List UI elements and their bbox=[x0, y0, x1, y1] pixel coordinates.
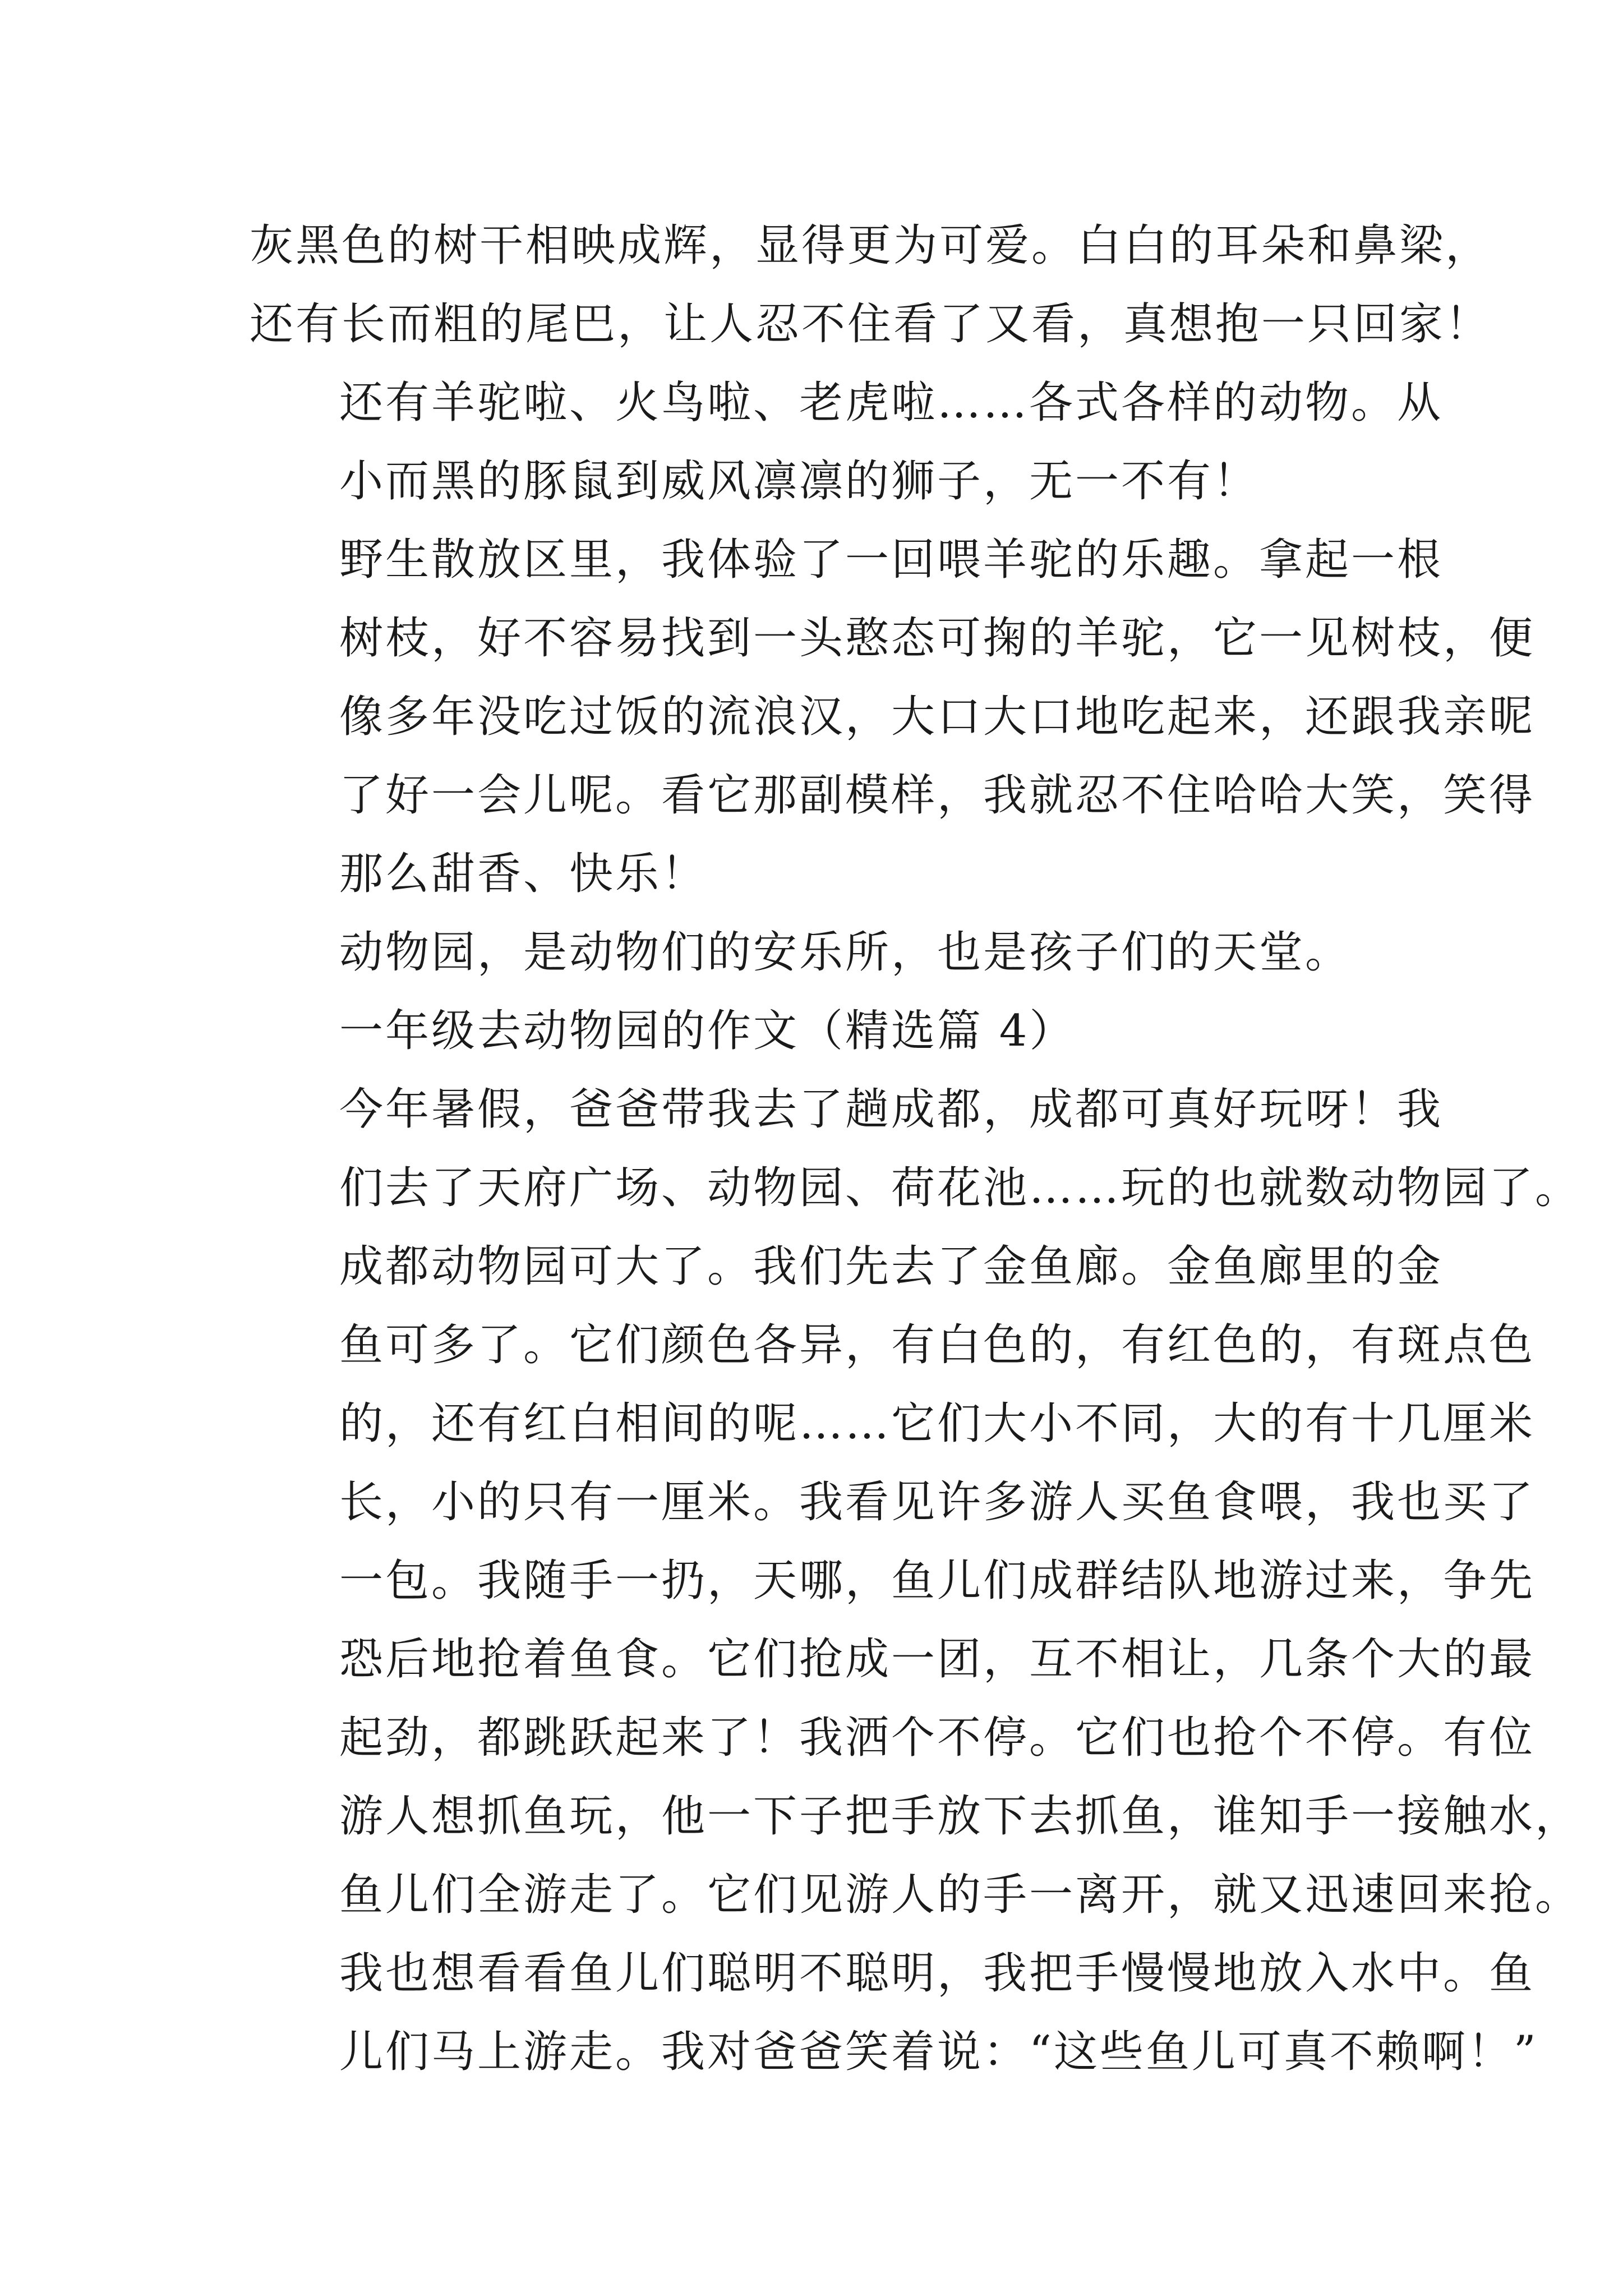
text-line: 树枝，好不容易找到一头憨态可掬的羊驼，它一见树枝，便 bbox=[339, 613, 1536, 664]
text-line: 我也想看看鱼儿们聪明不聪明，我把手慢慢地放入水中。鱼 bbox=[339, 1948, 1536, 1999]
text-line: 游人想抓鱼玩，他一下子把手放下去抓鱼，谁知手一接触水， bbox=[339, 1791, 1581, 1842]
text-line: 灰黑色的树干相映成辉，显得更为可爱。白白的耳朵和鼻梁， bbox=[250, 220, 1492, 271]
paragraph bbox=[250, 521, 1536, 913]
text-line: 小而黑的豚鼠到威风凛凛的狮子，无一不有！ bbox=[339, 456, 1260, 507]
text-line: 起劲，都跳跃起来了！我洒个不停。它们也抢个不停。有位 bbox=[339, 1713, 1536, 1763]
text-line: 野生散放区里，我体验了一回喂羊驼的乐趣。拿起一根 bbox=[339, 535, 1444, 585]
essay-text bbox=[250, 206, 1581, 2091]
paragraph bbox=[250, 992, 1394, 1070]
paragraph bbox=[250, 1070, 1581, 1227]
text-line: 还有羊驼啦、火鸟啦、老虎啦……各式各样的动物。从 bbox=[339, 378, 1444, 428]
text-line: 那么甜香、快乐！ bbox=[339, 849, 708, 899]
text-line: 还有长而粗的尾巴，让人忍不住看了又看，真想抱一只回家！ bbox=[250, 299, 1492, 349]
text-line: 鱼儿们全游走了。它们见游人的手一离开，就又迅速回来抢。 bbox=[339, 1870, 1581, 1920]
text-line: 动物园，是动物们的安乐所，也是孩子们的天堂。 bbox=[339, 927, 1352, 978]
text-line: 一年级去动物园的作文（精选篇 4） bbox=[339, 1006, 1076, 1056]
text-line: 们去了天府广场、动物园、荷花池……玩的也就数动物园了。 bbox=[339, 1163, 1581, 1213]
text-line: 像多年没吃过饭的流浪汉，大口大口地吃起来，还跟我亲昵 bbox=[339, 692, 1536, 742]
paragraph bbox=[250, 364, 1444, 521]
paragraph bbox=[250, 1227, 1581, 2091]
text-line: 恐后地抢着鱼食。它们抢成一团，互不相让，几条个大的最 bbox=[339, 1634, 1536, 1685]
text-line: 了好一会儿呢。看它那副模样，我就忍不住哈哈大笑，笑得 bbox=[339, 770, 1536, 821]
text-line: 长，小的只有一厘米。我看见许多游人买鱼食喂，我也买了 bbox=[339, 1477, 1536, 1527]
text-line: 的，还有红白相间的呢……它们大小不同，大的有十几厘米 bbox=[339, 1398, 1536, 1449]
text-line: 儿们马上游走。我对爸爸笑着说：“这些鱼儿可真不赖啊！” bbox=[339, 2027, 1538, 2077]
paragraph bbox=[250, 206, 1492, 364]
text-line: 今年暑假，爸爸带我去了趟成都，成都可真好玩呀！我 bbox=[339, 1084, 1444, 1135]
text-line: 一包。我随手一扔，天哪，鱼儿们成群结队地游过来，争先 bbox=[339, 1556, 1536, 1606]
paragraph bbox=[250, 913, 1394, 992]
text-line: 成都动物园可大了。我们先去了金鱼廊。金鱼廊里的金 bbox=[339, 1241, 1444, 1292]
text-line: 鱼可多了。它们颜色各异，有白色的，有红色的，有斑点色 bbox=[339, 1320, 1536, 1370]
